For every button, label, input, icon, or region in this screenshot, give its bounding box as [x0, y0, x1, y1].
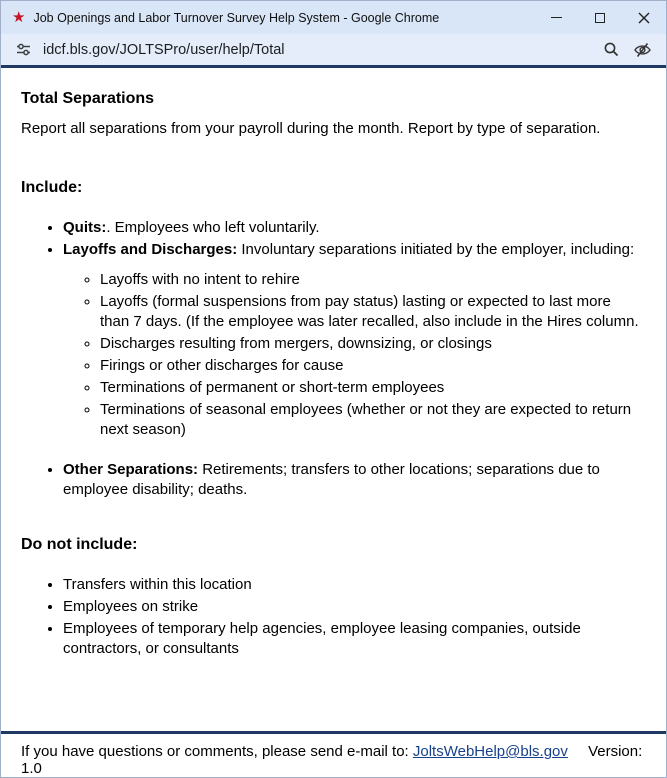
page-title: Total Separations [21, 90, 155, 107]
page-footer [1, 734, 666, 777]
maximize-button[interactable] [578, 1, 622, 34]
close-button[interactable] [622, 1, 666, 34]
tune-icon[interactable] [15, 41, 32, 58]
minimize-button[interactable] [534, 1, 578, 34]
list-item-quits [63, 218, 644, 238]
intro-text: Report all separations from your payroll during the month. Report by type of separation. [21, 120, 601, 138]
zoom-icon[interactable] [603, 41, 620, 58]
include-list [21, 218, 644, 499]
bls-favicon-icon: ★ [12, 9, 26, 26]
window-controls [534, 1, 666, 34]
help-email-link[interactable]: JoltsWebHelp@bls.gov [412, 743, 568, 760]
footer-text: If you have questions or comments, please send e-mail to: [21, 743, 409, 760]
help-page-content [1, 68, 666, 731]
list-item: ◦ Layoffs with no intent to rehire [100, 270, 644, 290]
list-item: ◦ Terminations of permanent or short-term employees [100, 378, 644, 398]
minimize-icon [551, 17, 562, 18]
window-titlebar [1, 1, 666, 34]
list-item-other-separations [63, 460, 644, 500]
quits-text: . Employees who left voluntarily. [106, 219, 320, 237]
list-item: ◦ Discharges resulting from mergers, downsizing, or closings [100, 334, 644, 354]
address-bar [1, 34, 666, 65]
exclude-list [21, 575, 644, 659]
url-text[interactable]: idcf.bls.gov/JOLTSPro/user/help/Total [43, 41, 285, 58]
list-item: • Employees of temporary help agencies, employee leasing companies, outside contractors, or consultants [63, 619, 644, 659]
list-item: ◦ Terminations of seasonal employees (whether or not they are expected to return next season) [100, 400, 644, 440]
list-item: • Transfers within this location [63, 575, 644, 595]
other-separations-text: Retirements; transfers to other locations; separations due to employee disability; deaths. [63, 460, 600, 498]
exclude-heading: Do not include: [21, 535, 138, 553]
include-heading: Include: [21, 179, 83, 197]
version-label: Version: 1.0 [21, 743, 643, 777]
layoffs-label: Layoffs and Discharges: [63, 241, 238, 259]
address-bar-actions [603, 41, 652, 58]
close-icon [638, 12, 650, 24]
other-separations-label: Other Separations: [63, 460, 199, 478]
layoffs-text: Involuntary separations initiated by the employer, including: [237, 241, 635, 259]
maximize-icon [595, 13, 605, 23]
list-item-layoffs [63, 240, 644, 439]
visibility-off-icon[interactable] [633, 42, 652, 58]
quits-label: Quits: [63, 219, 107, 237]
layoffs-sublist [63, 270, 644, 440]
window-title: Job Openings and Labor Turnover Survey Help System - Google Chrome [33, 10, 440, 25]
list-item: ◦ Layoffs (formal suspensions from pay status) lasting or expected to last more than 7 days. (If the employee was later recalled, also include in the Hires column. [100, 292, 644, 332]
list-item: ◦ Firings or other discharges for cause [100, 356, 644, 376]
list-item: • Employees on strike [63, 597, 644, 617]
